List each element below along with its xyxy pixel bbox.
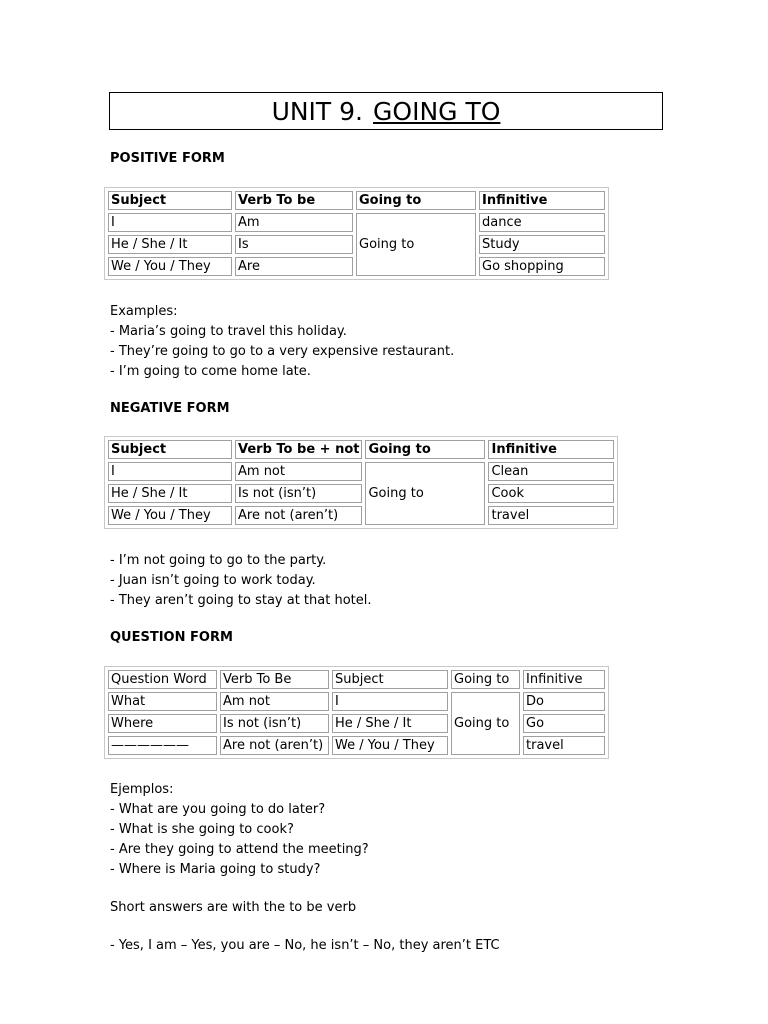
verb-cell: Is	[235, 235, 353, 254]
header-cell: Verb To Be	[220, 670, 329, 689]
table-row	[108, 692, 605, 711]
header-cell: Verb To be	[235, 191, 353, 210]
example-line: - What is she going to cook?	[110, 822, 294, 837]
negative-examples	[110, 551, 372, 611]
table-row	[108, 484, 614, 503]
example-line: - I’m going to come home late.	[110, 364, 311, 379]
infinitive-cell: travel	[523, 736, 605, 755]
positive-examples	[110, 302, 454, 382]
title-underlined: GOING TO	[373, 96, 501, 126]
infinitive-cell: Go shopping	[479, 257, 605, 276]
example-line: - Juan isn’t going to work today.	[110, 573, 316, 588]
infinitive-cell: Go	[523, 714, 605, 733]
short-answers-intro: Short answers are with the to be verb	[110, 900, 357, 915]
short-answers-line: - Yes, I am – Yes, you are – No, he isn’t – No, they aren’t ETC	[110, 938, 500, 953]
going-to-cell: Going to	[451, 692, 520, 755]
examples-label: Examples:	[110, 304, 178, 319]
example-line: - They aren’t going to stay at that hotel.	[110, 593, 372, 608]
question-word-cell: What	[108, 692, 217, 711]
table-header-row	[108, 670, 605, 689]
infinitive-cell: travel	[488, 506, 614, 525]
example-line: - They’re going to go to a very expensive restaurant.	[110, 344, 455, 359]
question-word-cell: ——————	[108, 736, 217, 755]
positive-heading: POSITIVE FORM	[110, 151, 225, 166]
example-line: - Are they going to attend the meeting?	[110, 842, 369, 857]
negative-heading: NEGATIVE FORM	[110, 401, 230, 416]
subject-cell: He / She / It	[108, 484, 232, 503]
negative-table	[104, 436, 618, 529]
verb-cell: Am not	[220, 692, 329, 711]
subject-cell: I	[332, 692, 448, 711]
header-cell: Going to	[356, 191, 476, 210]
verb-cell: Is not (isn’t)	[235, 484, 362, 503]
going-to-cell: Going to	[356, 213, 476, 276]
title-prefix: UNIT 9.	[271, 96, 364, 126]
header-cell: Subject	[332, 670, 448, 689]
verb-cell: Am not	[235, 462, 362, 481]
verb-cell: Is not (isn’t)	[220, 714, 329, 733]
table-row	[108, 462, 614, 481]
table-row	[108, 213, 605, 232]
header-cell: Subject	[108, 440, 232, 459]
examples-label: Ejemplos:	[110, 782, 174, 797]
positive-table	[104, 187, 609, 280]
subject-cell: He / She / It	[108, 235, 232, 254]
table-row	[108, 714, 605, 733]
header-cell: Going to	[451, 670, 520, 689]
question-heading: QUESTION FORM	[110, 630, 233, 645]
example-line: - What are you going to do later?	[110, 802, 326, 817]
infinitive-cell: dance	[479, 213, 605, 232]
table-header-row	[108, 191, 605, 210]
header-cell: Infinitive	[488, 440, 614, 459]
verb-cell: Are not (aren’t)	[235, 506, 362, 525]
infinitive-cell: Clean	[488, 462, 614, 481]
page-title	[109, 92, 663, 130]
subject-cell: We / You / They	[108, 257, 232, 276]
header-cell: Question Word	[108, 670, 217, 689]
header-cell: Subject	[108, 191, 232, 210]
header-cell: Infinitive	[479, 191, 605, 210]
example-line: - Where is Maria going to study?	[110, 862, 321, 877]
header-cell: Infinitive	[523, 670, 605, 689]
subject-cell: I	[108, 213, 232, 232]
table-row	[108, 506, 614, 525]
infinitive-cell: Study	[479, 235, 605, 254]
verb-cell: Are not (aren’t)	[220, 736, 329, 755]
header-cell: Verb To be + not	[235, 440, 362, 459]
question-examples	[110, 780, 369, 880]
table-row	[108, 736, 605, 755]
question-word-cell: Where	[108, 714, 217, 733]
infinitive-cell: Do	[523, 692, 605, 711]
subject-cell: I	[108, 462, 232, 481]
example-line: - I’m not going to go to the party.	[110, 553, 327, 568]
example-line: - Maria’s going to travel this holiday.	[110, 324, 347, 339]
verb-cell: Are	[235, 257, 353, 276]
subject-cell: He / She / It	[332, 714, 448, 733]
subject-cell: We / You / They	[108, 506, 232, 525]
verb-cell: Am	[235, 213, 353, 232]
going-to-cell: Going to	[365, 462, 485, 525]
table-header-row	[108, 440, 614, 459]
infinitive-cell: Cook	[488, 484, 614, 503]
question-table	[104, 666, 609, 759]
subject-cell: We / You / They	[332, 736, 448, 755]
header-cell: Going to	[365, 440, 485, 459]
